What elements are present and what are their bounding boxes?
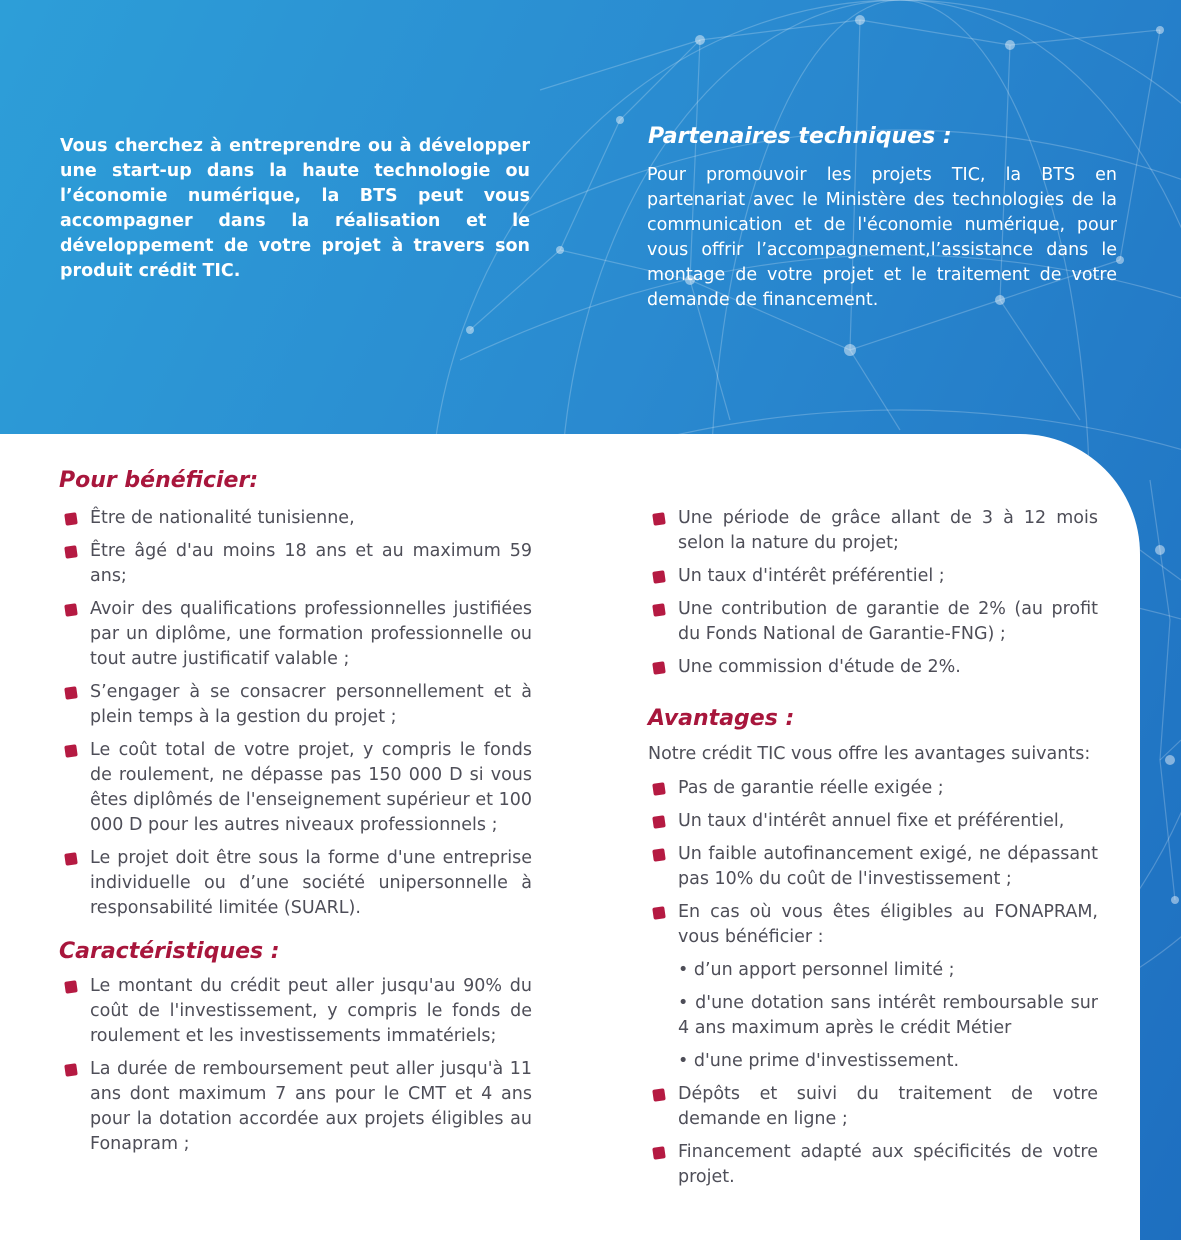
bullet-icon [64, 1063, 78, 1077]
list-item: S’engager à se consacrer personnellement et à plein temps à la gestion du projet ; [60, 680, 532, 730]
avantages-intro: Notre crédit TIC vous offre les avantages suivants: [648, 744, 1091, 764]
list-item: Le projet doit être sous la forme d'une entreprise individuelle ou d’une société unipersonnelle à responsabilité limitée (SUARL). [60, 846, 532, 921]
sub-list [648, 958, 1098, 1074]
partners-text: Pour promouvoir les projets TIC, la BTS en partenariat avec le Ministère des technologies de la communication et de l'économie numérique, pour vous offrir l’accompagnement,l’assistance dans le montage de votre projet et le traitement de votre demande de financement. [647, 165, 1117, 310]
bullet-icon [64, 744, 78, 758]
caracteristiques-suite-list [648, 506, 1098, 688]
list-item: Une contribution de garantie de 2% (au profit du Fonds National de Garantie-FNG) ; [648, 597, 1098, 647]
avantages-list [648, 776, 1098, 1198]
list-item: Financement adapté aux spécificités de votre projet. [648, 1140, 1098, 1190]
bullet-icon [64, 512, 78, 526]
section-title-beneficier: Pour bénéficier: [59, 468, 259, 493]
list-item: Le coût total de votre projet, y compris le fonds de roulement, ne dépasse pas 150 000 D si vous êtes diplômés de l'enseignement supérieur et 100 000 D pour les autres niveaux professionnels ; [60, 738, 532, 838]
list-item: En cas où vous êtes éligibles au FONAPRAM, vous bénéficier : [648, 900, 1098, 950]
bullet-icon [652, 906, 666, 920]
partners-title: Partenaires techniques : [648, 124, 952, 149]
bullet-icon [652, 815, 666, 829]
list-item: Un taux d'intérêt annuel fixe et préférentiel, [648, 809, 1098, 834]
bullet-icon [64, 980, 78, 994]
list-item: Un faible autofinancement exigé, ne dépassant pas 10% du coût de l'investissement ; [648, 842, 1098, 892]
bullet-icon [652, 848, 666, 862]
list-item: La durée de remboursement peut aller jusqu'à 11 ans dont maximum 7 ans pour le CMT et 4 ans pour la dotation accordée aux projets éligibles au Fonapram ; [60, 1057, 532, 1157]
list-item: Être de nationalité tunisienne, [60, 506, 532, 531]
bullet-icon [652, 782, 666, 796]
caracteristiques-list [60, 974, 532, 1165]
bullet-icon [652, 603, 666, 617]
bullet-icon [652, 570, 666, 584]
list-item: Une période de grâce allant de 3 à 12 mois selon la nature du projet; [648, 506, 1098, 556]
bullet-icon [64, 603, 78, 617]
bullet-icon [652, 512, 666, 526]
sub-item: • d'une prime d'investissement. [678, 1051, 960, 1071]
bullet-icon [652, 661, 666, 675]
list-item: Pas de garantie réelle exigée ; [648, 776, 1098, 801]
bullet-icon [64, 852, 78, 866]
list-item: Être âgé d'au moins 18 ans et au maximum 59 ans; [60, 539, 532, 589]
sub-item: • d’un apport personnel limité ; [678, 960, 955, 980]
section-title-caracteristiques: Caractéristiques : [59, 939, 280, 964]
bullet-icon [652, 1146, 666, 1160]
list-item: Dépôts et suivi du traitement de votre demande en ligne ; [648, 1082, 1098, 1132]
sub-item: • d'une dotation sans intérêt remboursable sur 4 ans maximum après le crédit Métier [678, 993, 1098, 1038]
bullet-icon [64, 686, 78, 700]
bullet-icon [64, 545, 78, 559]
section-title-avantages: Avantages : [648, 706, 795, 731]
list-item: Une commission d'étude de 2%. [648, 655, 1098, 680]
beneficier-list [60, 506, 532, 929]
list-item: Avoir des qualifications professionnelles justifiées par un diplôme, une formation professionnelle ou tout autre justificatif valable ; [60, 597, 532, 672]
bullet-icon [652, 1088, 666, 1102]
list-item: Le montant du crédit peut aller jusqu'au 90% du coût de l'investissement, y compris le fonds de roulement et les investissements immatériels; [60, 974, 532, 1049]
intro-text: Vous cherchez à entreprendre ou à développer une start-up dans la haute technologie ou l’économie numérique, la BTS peut vous accompagner dans la réalisation et le développement de votre projet à travers son produit crédit TIC. [60, 136, 530, 281]
list-item: Un taux d'intérêt préférentiel ; [648, 564, 1098, 589]
